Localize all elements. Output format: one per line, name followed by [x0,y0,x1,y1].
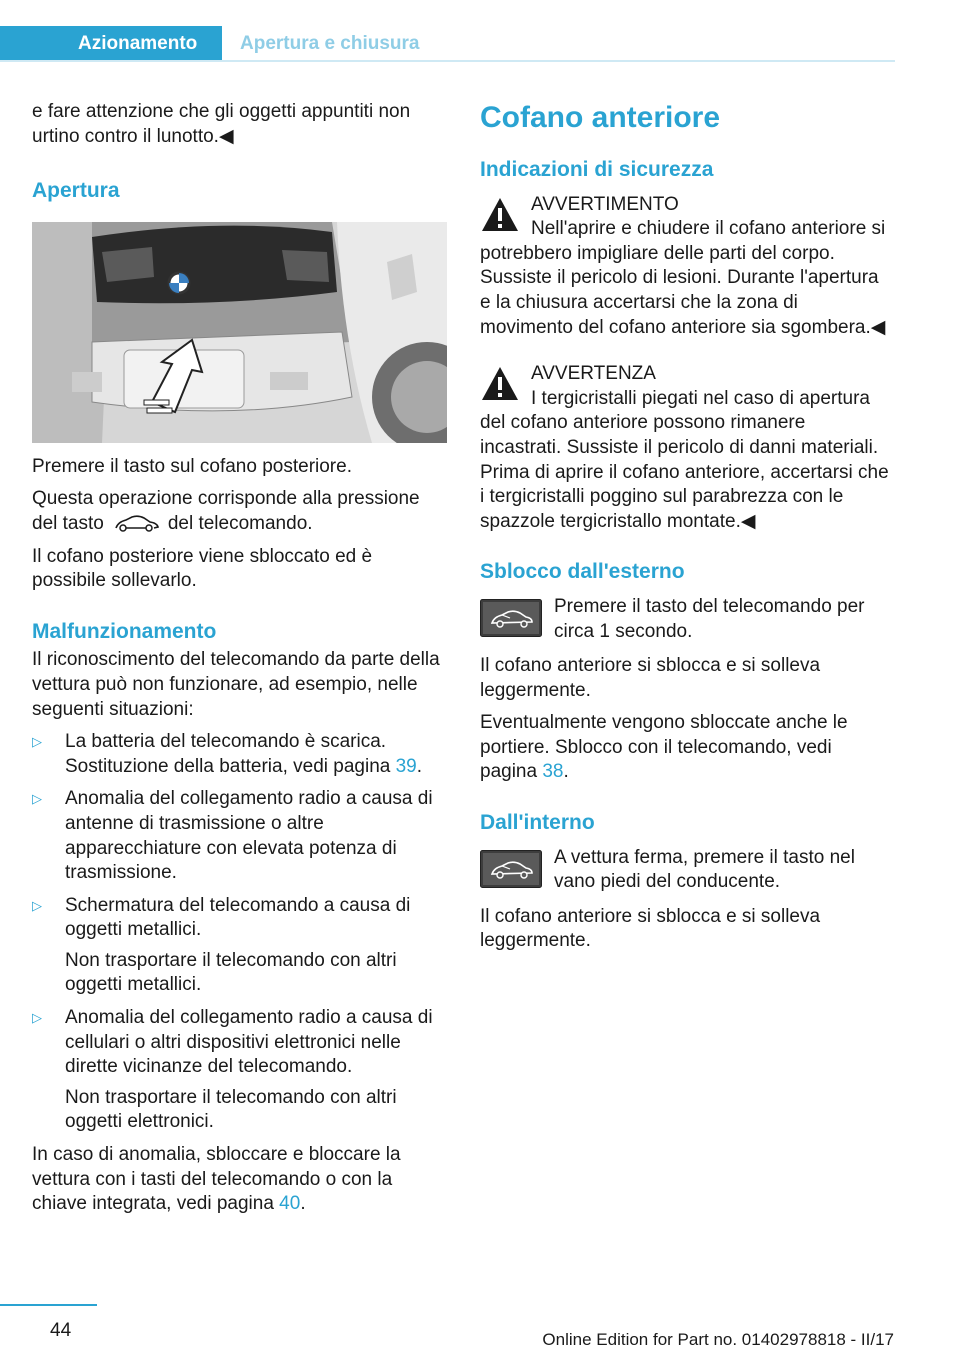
doors-unlock-text: Eventualmente vengono sbloccate anche le portiere. Sblocco con il telecomando, vedi pagina [480,712,848,783]
list-item-text: Schermatura del telecomando a causa di oggetti metallici. [65,894,411,941]
triangle-bullet-icon: ▷ [32,1010,42,1026]
section-tab-azionamento[interactable]: Azionamento [0,26,222,62]
header-rule [0,60,895,62]
equivalence-text [32,487,450,536]
warning-title: AVVERTIMENTO [531,193,679,215]
warning-text: Nell'aprire e chiudere il cofano anteriore si potrebbero impigliare delle parti del corpo. Sussiste il pericolo di lesioni. Durante l'apertura e la chiusura accertarsi che la zona di movimento del cofano anteriore sia sgombera.◀ [480,218,886,338]
front-hood-key-icon [480,850,542,888]
press-trunk-text: Premere il tasto sul cofano posteriore. [32,455,352,477]
anomaly-end: . [300,1193,306,1215]
list-item-text: Anomalia del collegamento radio a causa di cellulari o altri dispositivi elettronici nelle dirette vicinanze del telecomando. [65,1007,433,1078]
list-item [32,1006,450,1135]
car-trunk-key-icon [114,514,160,532]
triangle-bullet-icon: ▷ [32,791,42,807]
interior-key-block [480,846,890,895]
right-column [480,100,890,962]
anomaly-paragraph [32,1143,450,1217]
heading-dall-interno: Dall'interno [480,811,595,835]
triangle-bullet-icon: ▷ [32,734,42,750]
caution-block [480,362,890,534]
list-item-text: La batteria del telecomando è scarica. Sostituzione della batteria, vedi pagina [65,731,396,777]
page-number: 44 [50,1320,72,1341]
list-item [32,787,450,885]
heading-apertura: Apertura [32,179,120,203]
caution-title: AVVERTENZA [531,363,656,385]
list-item [32,730,450,779]
anomaly-text: In caso di anomalia, sbloccare e bloccare la vettura con i tasti del telecomando o con la chiave integrata, vedi pagina [32,1144,401,1215]
left-column [32,100,450,1225]
hood-unlock-interior-text: Il cofano anteriore si sblocca e si solleva leggermente. [480,905,821,952]
heading-indicazioni-sicurezza: Indicazioni di sicurezza [480,158,714,181]
list-item-note: Non trasportare il telecomando con altri oggetti elettronici. [65,1086,397,1133]
edition-footer: Online Edition for Part no. 01402978818 - II/17 [542,1330,894,1349]
heading-malfunzionamento: Malfunzionamento [32,619,217,643]
remote-key-block [480,595,890,644]
front-hood-key-icon [480,599,542,637]
page-link-39[interactable]: 39 [395,755,417,777]
section-tab-apertura-chiusura[interactable]: Apertura e chiusura [240,33,420,54]
hood-unlock-text: Il cofano anteriore si sblocca e si solleva leggermente. [480,655,821,701]
page-link-38[interactable]: 38 [542,761,564,783]
doors-unlock-paragraph [480,711,890,785]
intro-paragraph: e fare attenzione che gli oggetti appuntiti non urtino contro il lunotto.◀ [32,101,411,147]
malfunction-intro: Il riconoscimento del telecomando da parte della vettura può non funzionare, ad esempio, nelle seguenti situazioni: [32,649,440,720]
trunk-photo-image [32,222,447,443]
heading-sblocco-esterno: Sblocco dall'esterno [480,560,685,584]
triangle-bullet-icon: ▷ [32,897,42,913]
page-link-40[interactable]: 40 [279,1193,301,1215]
interior-key-instruction: A vettura ferma, premere il tasto nel vano piedi del conducente. [554,846,855,893]
malfunction-list [32,730,450,1135]
remote-key-instruction: Premere il tasto del telecomando per circa 1 secondo. [554,595,865,642]
doors-unlock-end: . [563,761,569,783]
footer-rule [0,1304,97,1306]
caution-text: I tergicristalli piegati nel caso di apertura del cofano anteriore possono rimanere incastrati. Sussiste il pericolo di danni materiali. Prima di aprire il cofano anteriore, accertarsi che i tergicristalli poggino sul parabrezza con le spazzole tergicristallo montate.◀ [480,387,889,532]
equivalence-text-end: del telecomando. [167,512,313,534]
warning-block [480,193,890,341]
warning-triangle-icon [480,195,520,235]
list-item-end: . [416,755,423,777]
list-item-note: Non trasportare il telecomando con altri oggetti metallici. [65,949,397,996]
trunk-unlocked-text: Il cofano posteriore viene sbloccato ed è possibile sollevarlo. [32,545,373,592]
warning-triangle-icon [480,364,520,404]
equivalence-text-start: Questa operazione corrisponde alla pressione del tasto [32,488,420,534]
list-item-text: Anomalia del collegamento radio a causa di antenne di trasmissione o altre apparecchiature con elevata potenza di trasmissione. [65,788,433,884]
list-item [32,894,450,998]
heading-cofano-anteriore: Cofano anteriore [480,101,721,134]
